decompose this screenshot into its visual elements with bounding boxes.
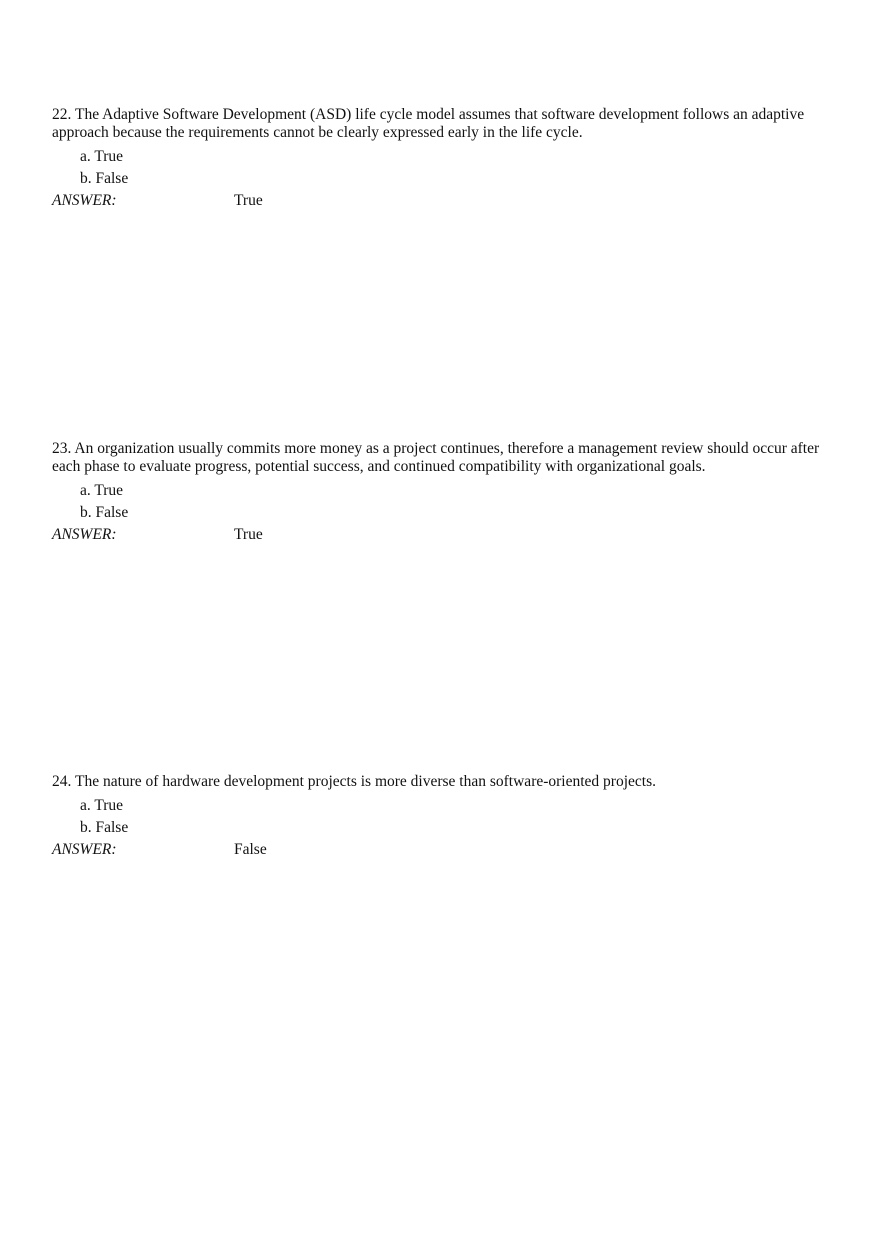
question-24 — [52, 773, 832, 861]
answer-label: ANSWER: — [52, 526, 117, 543]
option-a: a. True — [80, 482, 124, 499]
options-list — [80, 146, 832, 190]
answer-row — [52, 524, 832, 546]
answer-label: ANSWER: — [52, 192, 117, 209]
question-text: 22. The Adaptive Software Development (ASD) life cycle model assumes that software development follows an adaptive approach because the requirements cannot be clearly expressed early in the life cycle. — [52, 106, 805, 141]
question-text: 24. The nature of hardware development projects is more diverse than software-oriented projects. — [52, 773, 656, 790]
answer-value: True — [234, 192, 263, 209]
option-b: b. False — [80, 504, 129, 521]
question-text: 23. An organization usually commits more money as a project continues, therefore a management review should occur after each phase to evaluate progress, potential success, and continued compatibility with organizational goals. — [52, 440, 820, 475]
question-22 — [52, 106, 832, 212]
answer-value: True — [234, 526, 263, 543]
answer-label: ANSWER: — [52, 841, 117, 858]
answer-row — [52, 839, 832, 861]
answer-row — [52, 190, 832, 212]
option-b: b. False — [80, 819, 129, 836]
options-list — [80, 480, 832, 524]
option-a: a. True — [80, 148, 124, 165]
option-a: a. True — [80, 797, 124, 814]
option-b: b. False — [80, 170, 129, 187]
options-list — [80, 795, 832, 839]
answer-value: False — [234, 841, 267, 858]
question-23 — [52, 440, 832, 546]
